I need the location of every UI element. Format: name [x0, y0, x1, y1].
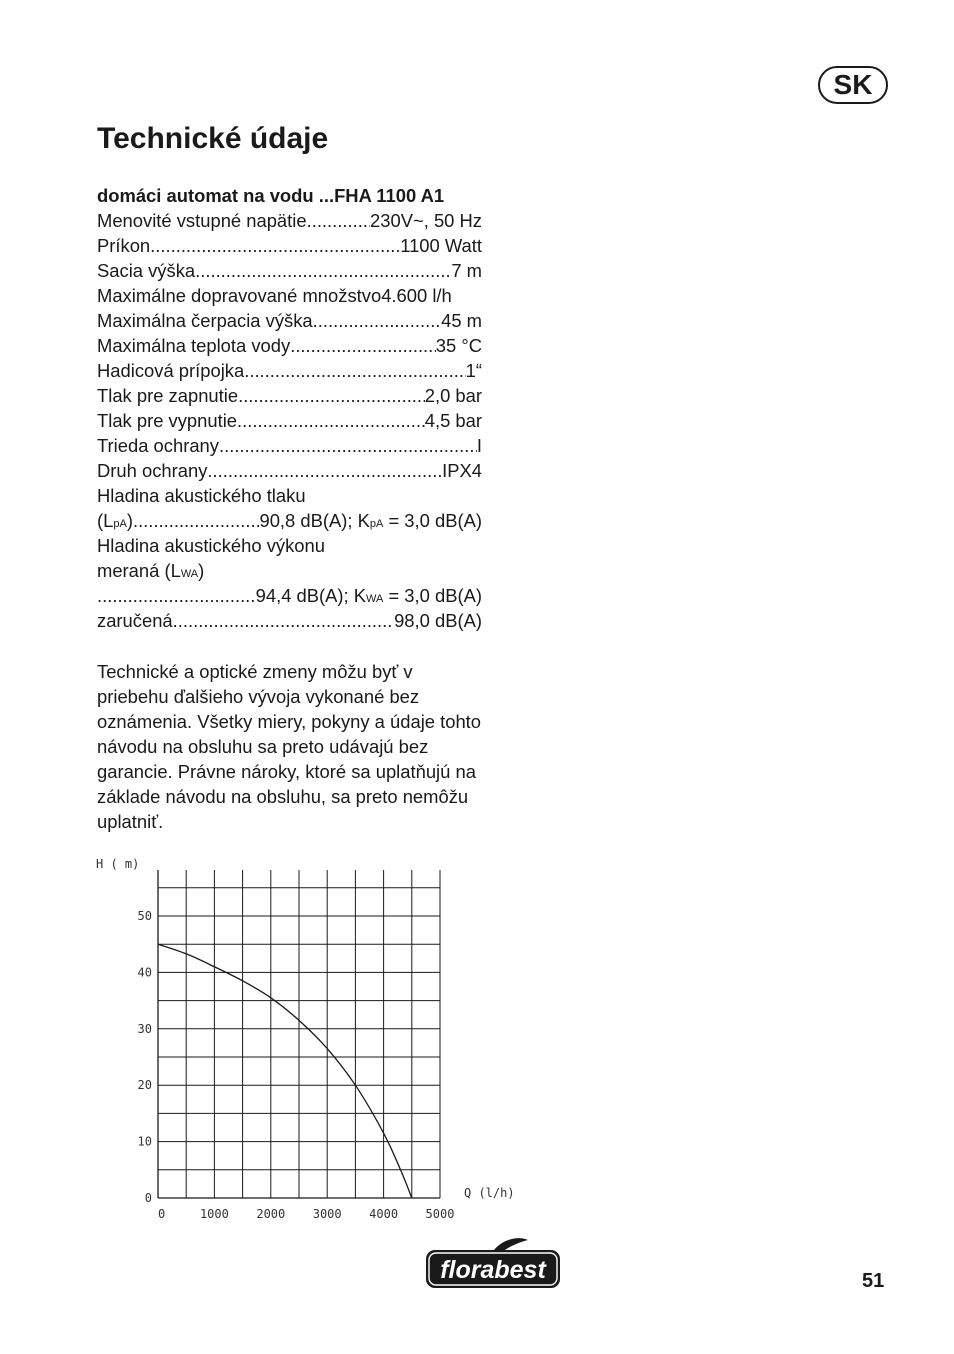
spec-value: 230V~, 50 Hz	[370, 210, 482, 231]
spec-row-sound-power-measured	[97, 583, 482, 608]
y-tick-label: 30	[137, 1021, 152, 1036]
y-tick-label: 40	[137, 965, 152, 980]
spec-label: Tlak pre zapnutie	[97, 385, 239, 406]
y-tick-label: 0	[144, 1191, 152, 1205]
spec-label: zaručená	[97, 610, 173, 631]
spec-row-voltage	[97, 208, 482, 233]
spec-row-suction	[97, 258, 482, 283]
dot-leader	[307, 208, 370, 233]
page-number: 51	[862, 1270, 885, 1292]
x-tick-label: 4000	[369, 1207, 399, 1221]
florabest-logo	[424, 1236, 564, 1292]
paren-close: )	[198, 560, 205, 581]
spec-value	[256, 583, 482, 608]
spec-list	[97, 183, 482, 633]
spec-value: 98,0 dB(A)	[394, 610, 482, 631]
value-part: = 3,0 dB(A)	[383, 585, 482, 606]
spec-row-temp	[97, 333, 482, 358]
spec-label: Hladina akustického výkonu	[97, 535, 325, 556]
spec-row-power	[97, 233, 482, 258]
subscript: pA	[113, 518, 127, 530]
spec-row-on-pressure	[97, 383, 482, 408]
logo-wordmark: florabest	[440, 1256, 546, 1284]
spec-label: Trieda ochrany	[97, 435, 219, 456]
spec-row-sound-power-guaranteed	[97, 608, 482, 633]
spec-value	[259, 508, 482, 533]
value-part: = 3,0 dB(A)	[383, 510, 482, 531]
spec-label: Maximálne dopravované množstvo	[97, 285, 382, 306]
paren-open: (L	[97, 510, 114, 531]
y-tick-labels	[138, 909, 152, 1205]
spec-value: 2,0 bar	[424, 385, 482, 406]
x-tick-labels	[158, 1207, 454, 1221]
spec-label: Druh ochrany	[97, 460, 208, 481]
dot-leader	[219, 433, 477, 458]
sound-power-heading	[97, 533, 482, 558]
performance-curve	[158, 944, 412, 1198]
leaf-icon	[494, 1238, 528, 1252]
spec-label: Hladina akustického tlaku	[97, 485, 306, 506]
spec-label: Tlak pre vypnutie	[97, 410, 238, 431]
spec-row-flow	[97, 283, 482, 308]
spec-row-model	[97, 183, 482, 208]
sound-pressure-heading	[97, 483, 482, 508]
dot-leader	[313, 308, 441, 333]
pump-performance-chart	[88, 850, 518, 1230]
x-tick-label: 3000	[312, 1207, 342, 1221]
spec-value: 35 °C	[435, 335, 482, 356]
spec-label: Sacia výška	[97, 260, 196, 281]
x-axis-label: Q (l/h)	[464, 1186, 515, 1200]
y-tick-label: 50	[137, 909, 152, 923]
value-part: 94,4 dB(A); K	[255, 585, 367, 606]
spec-value: 1“	[465, 360, 482, 381]
spec-label: Príkon	[97, 235, 151, 256]
label-part: meraná (L	[97, 560, 181, 581]
spec-value: FHA 1100 A1	[334, 185, 445, 206]
y-axis-label: H ( m)	[96, 857, 140, 871]
spec-label	[97, 508, 133, 533]
subscript: WA	[180, 568, 199, 580]
dot-leader	[237, 408, 425, 433]
paren-close: )	[126, 510, 133, 531]
y-tick-label: 10	[137, 1134, 152, 1149]
spec-label: Hadicová prípojka	[97, 360, 245, 381]
dot-leader	[244, 358, 465, 383]
page-title: Technické údaje	[97, 122, 329, 155]
dot-leader	[173, 608, 394, 633]
x-tick-label: 1000	[199, 1207, 229, 1221]
dot-leader	[238, 383, 425, 408]
dot-leader	[97, 583, 256, 608]
spec-label: Maximálna teplota vody	[97, 335, 291, 356]
spec-label: domáci automat na vodu ...	[97, 185, 335, 206]
sound-power-measured-label	[97, 558, 482, 583]
y-tick-label: 20	[137, 1078, 152, 1093]
disclaimer-paragraph: Technické a optické zmeny môžu byť v priebehu ďalšieho vývoja vykonané bez oznámenia. Všetky miery, pokyny a údaje tohto návodu na obsluhu sa preto udávajú bez garancie. Právne nároky, ktoré sa uplatňujú na základe návodu na obsluhu, sa preto nemôžu uplatniť.	[97, 661, 482, 832]
x-tick-label: 5000	[425, 1207, 455, 1221]
dot-leader	[150, 233, 400, 258]
x-tick-label: 2000	[256, 1207, 286, 1221]
subscript: WA	[366, 593, 384, 605]
spec-row-hose	[97, 358, 482, 383]
dot-leader	[207, 458, 442, 483]
spec-row-off-pressure	[97, 408, 482, 433]
value-part: 90,8 dB(A); K	[259, 510, 370, 531]
spec-row-head	[97, 308, 482, 333]
spec-value: IPX4	[442, 460, 482, 481]
spec-row-protection-type	[97, 458, 482, 483]
dot-leader	[133, 508, 260, 533]
spec-row-protection-class	[97, 433, 482, 458]
spec-value: 4.600 l/h	[381, 285, 452, 306]
spec-value: 45 m	[441, 310, 482, 331]
spec-value: 7 m	[451, 260, 482, 281]
subscript: pA	[369, 518, 384, 530]
chart-grid	[158, 870, 440, 1198]
x-tick-label: 0	[158, 1207, 166, 1221]
spec-label: Maximálna čerpacia výška	[97, 310, 313, 331]
spec-label: Menovité vstupné napätie	[97, 210, 307, 231]
language-badge: SK	[818, 66, 888, 104]
spec-value: I	[476, 435, 482, 456]
spec-row-sound-pressure	[97, 508, 482, 533]
spec-value: 1100 Watt	[400, 235, 482, 256]
dot-leader	[290, 333, 436, 358]
dot-leader	[195, 258, 451, 283]
spec-value: 4,5 bar	[424, 410, 482, 431]
